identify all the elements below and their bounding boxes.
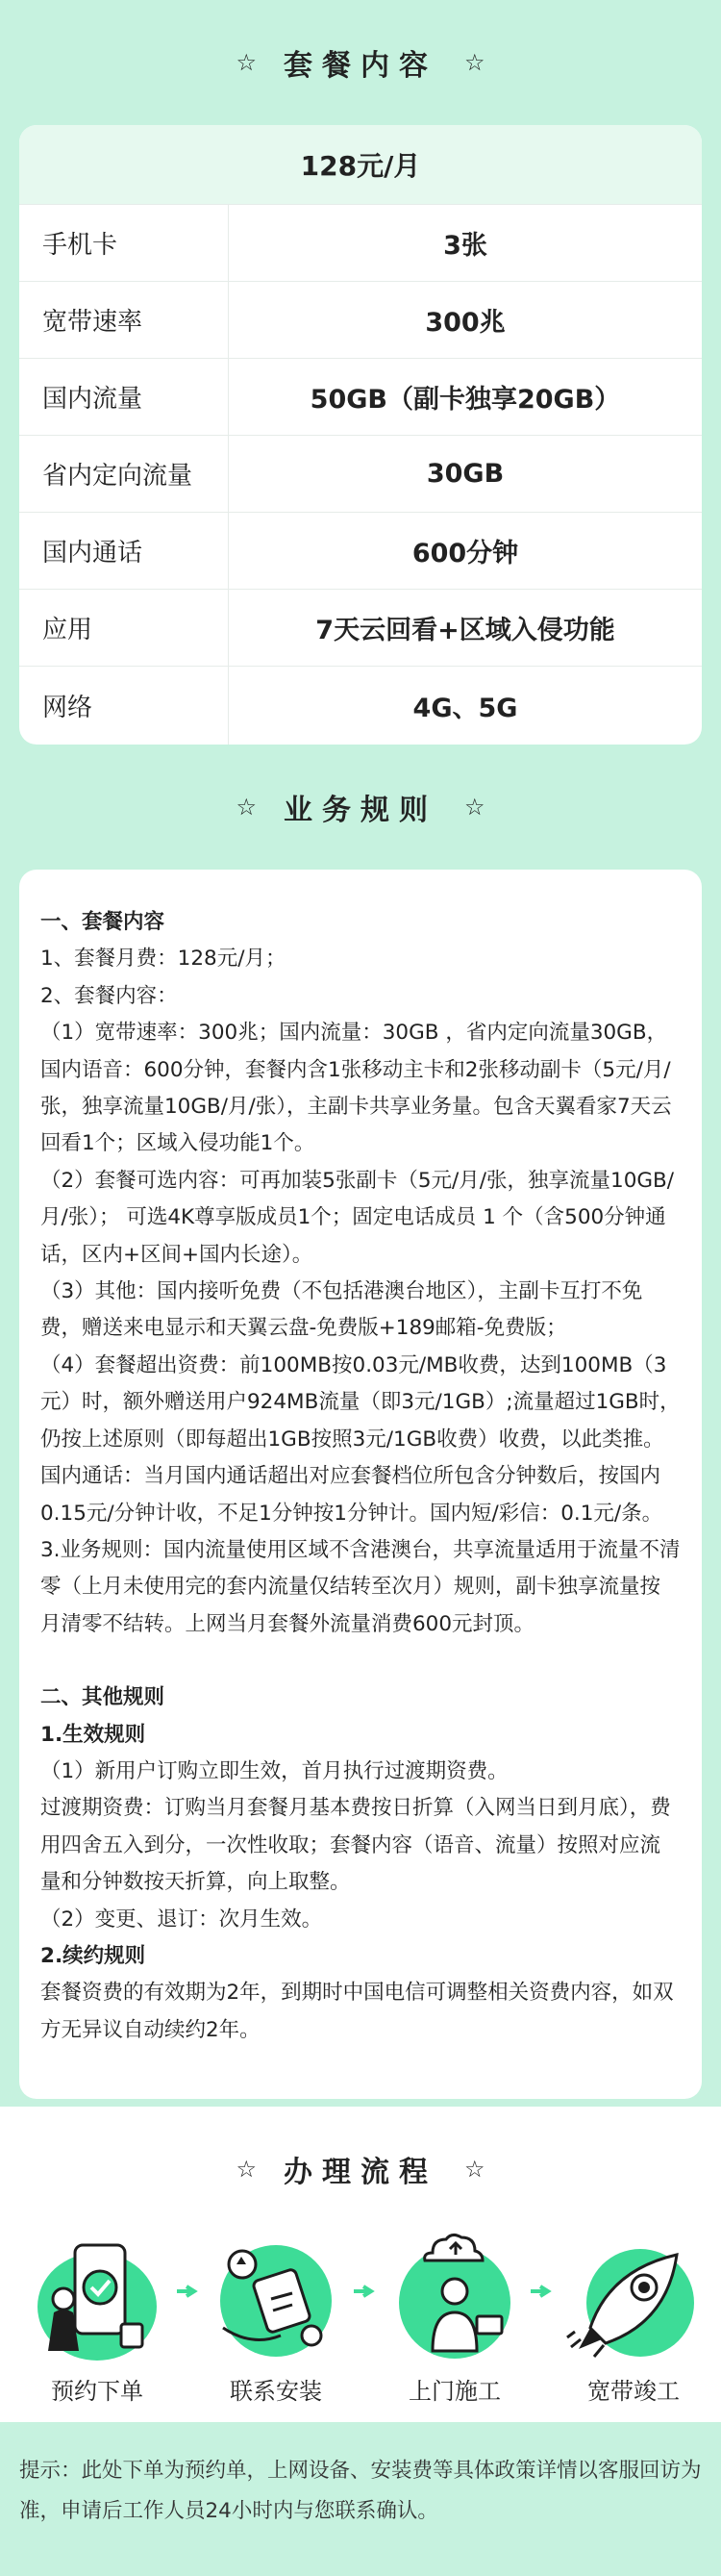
row-value: 300兆 [425,308,506,338]
arrow-right-icon [177,2285,198,2298]
row-value: 7天云回看+区域入侵功能 [315,616,615,645]
table-row [19,358,702,435]
step-label: 宽带竣工 [587,2378,680,2405]
rules-line: （4）套餐超出资费：前100MB按0.03元/MB收费，达到100MB（3元）时，额外赠送用户924MB流量（即3元/1GB）;流量超过1GB时，仍按上述原则（即每超出1GB按照3元/1GB收费）收费，以此类推。国内通话：当月国内通话超出对应套餐档位所包含分钟数后，按国内0.15元/分钟计收，不足1分钟按1分钟计。国内短/彩信：0.1元/条。 [40,1352,681,1526]
rules-line: （1）宽带速率：300兆；国内流量：30GB ，省内定向流量30GB，国内语音：600分钟，套餐内含1张移动主卡和2张移动副卡（5元/月/张，独享流量10GB/月/张），主副卡共享业务量。包含天翼看家7天云回看1个；区域入侵功能1个。 [40,1021,672,1156]
row-value: 30GB [426,459,505,489]
step-label: 联系安装 [230,2378,322,2405]
process-section-title [0,2107,721,2232]
rules-line: （2）套餐可选内容：可再加装5张副卡（5元/月/张，独享流量10GB/月/张）； 可选4K尊享版成员1个；固定电话成员 1 个（含500分钟通话，区内+区间+国内长途）。 [40,1168,675,1267]
step-label: 预约下单 [51,2378,143,2405]
table-row [19,589,702,666]
star-icon: ☆ [464,794,485,821]
row-value: 600分钟 [411,539,519,568]
process-steps [0,2232,721,2406]
package-price: 128元/月 [19,125,702,204]
table-row [19,512,702,589]
phone-order-icon [25,2232,169,2366]
rules-subheading: 2.续约规则 [40,1943,146,1968]
rocket-icon [561,2232,706,2366]
spacer [40,1643,681,1679]
process-section [0,2107,721,2422]
row-value: 50GB（副卡独享20GB） [310,385,621,415]
rules-line: （1）新用户订购立即生效，首月执行过渡期资费。 [40,1758,509,1783]
rules-line: （3）其他：国内接听免费（不包括港澳台地区），主副卡互打不免费，赠送来电显示和天翼云盘-免费版+189邮箱-免费版； [40,1279,643,1341]
star-icon: ☆ [236,794,257,821]
step-onsite [383,2232,527,2406]
star-icon: ☆ [236,2156,257,2183]
package-table [19,125,702,745]
arrow-right-icon [354,2285,375,2298]
rules-line: 过渡期资费：订购当月套餐月基本费按日折算（入网当日到月底），费用四舍五入到分，一次性收取；套餐内容（语音、流量）按照对应流量和分钟数按天折算，向上取整。 [40,1796,671,1895]
star-icon: ☆ [236,49,257,76]
row-key: 网络 [19,667,229,745]
row-key: 应用 [19,590,229,666]
package-section-title [0,0,721,125]
rules-section-title [0,745,721,870]
table-row [19,281,702,358]
step-label: 上门施工 [409,2378,501,2405]
step-order [25,2232,169,2406]
rules-heading: 二、其他规则 [40,1685,165,1710]
star-icon: ☆ [464,49,485,76]
table-row [19,435,702,512]
row-value: 4G、5G [412,694,518,723]
table-row [19,204,702,281]
row-key: 国内通话 [19,513,229,589]
row-key: 国内流量 [19,359,229,435]
contact-install-icon [204,2232,348,2366]
onsite-service-icon [383,2232,527,2366]
rules-line: （2）变更、退订：次月生效。 [40,1907,323,1932]
table-row [19,666,702,745]
rules-line: 3.业务规则：国内流量使用区域不含港澳台，共享流量适用于流量不清零（上月未使用完的套内流量仅结转至次月）规则，副卡独享流量按月清零不结转。上网当月套餐外流量消费600元封顶。 [40,1537,681,1636]
rules-line: 2、套餐内容： [40,983,178,1008]
rules-title: 业务规则 [284,794,437,827]
tip-text: 提示：此处下单为预约单，上网设备、安装费等具体政策详情以客服回访为准，申请后工作人员24小时内与您联系确认。 [0,2422,721,2576]
rules-card [19,870,702,2099]
row-key: 省内定向流量 [19,436,229,512]
row-key: 手机卡 [19,205,229,281]
rules-heading: 一、套餐内容 [40,910,165,934]
step-complete [561,2232,706,2406]
row-value: 3张 [443,231,487,261]
rules-line: 套餐资费的有效期为2年，到期时中国电信可调整相关资费内容，如双方无异议自动续约2年。 [40,1981,674,2042]
rules-subheading: 1.生效规则 [40,1722,146,1747]
process-title: 办理流程 [284,2156,437,2189]
package-title: 套餐内容 [284,49,437,83]
rules-line: 1、套餐月费：128元/月； [40,947,286,972]
star-icon: ☆ [464,2156,485,2183]
step-contact [204,2232,348,2406]
arrow-right-icon [531,2285,552,2298]
row-key: 宽带速率 [19,282,229,358]
